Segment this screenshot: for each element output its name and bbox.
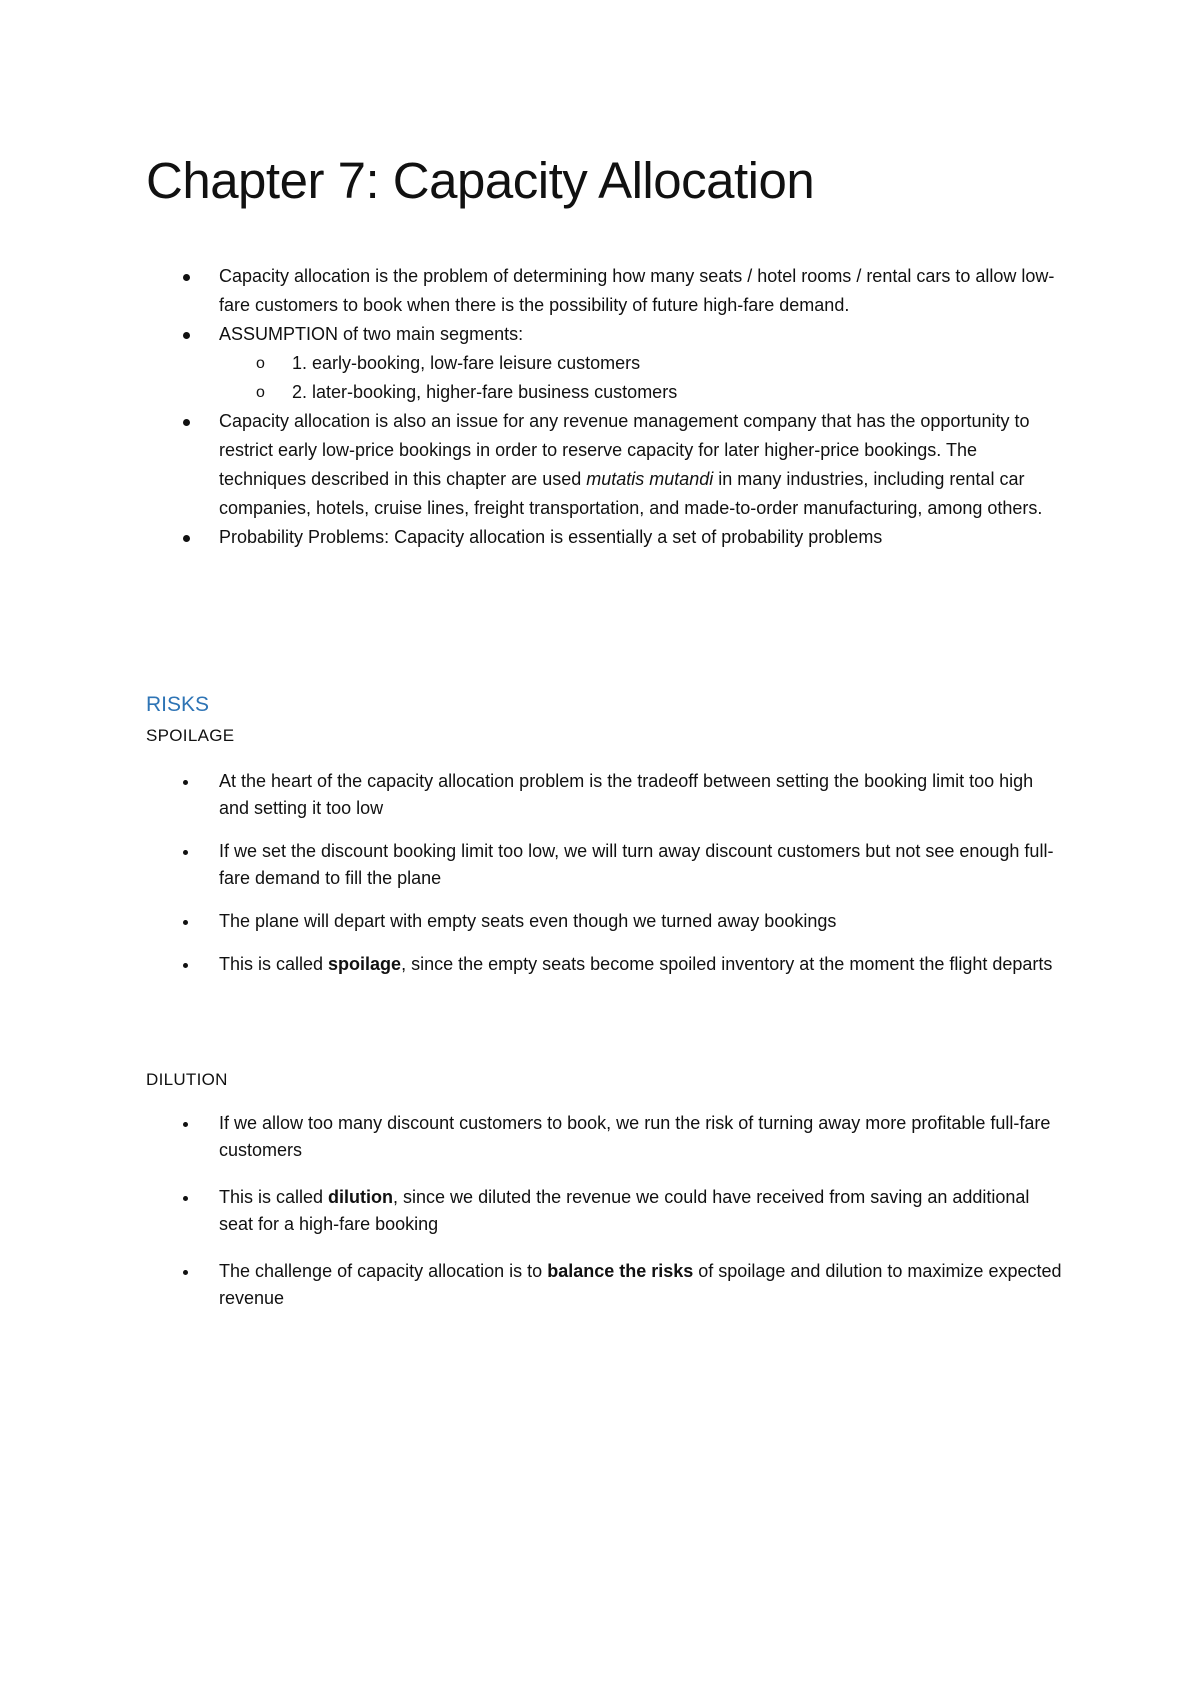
intro-item-text: Capacity allocation is the problem of determining how many seats / hotel rooms / rental cars to allow low-fare customers to book when there is the possibility of future high-fare demand.	[219, 266, 1055, 315]
dilution-bullet-list	[146, 1110, 1066, 1332]
small-bullet-icon	[183, 850, 188, 855]
small-bullet-icon	[183, 1270, 188, 1275]
small-bullet-icon	[183, 780, 188, 785]
segment-item	[146, 378, 1066, 407]
list-item-text: The plane will depart with empty seats even though we turned away bookings	[219, 911, 837, 931]
list-item-text: If we set the discount booking limit too low, we will turn away discount customers but not see enough full-fare demand to fill the plane	[219, 841, 1054, 888]
hollow-bullet-icon: o	[256, 384, 265, 401]
list-item-text: of spoilage and dilution to maximize expected revenue	[219, 1261, 1062, 1308]
intro-bullet-list	[146, 262, 1066, 552]
bullet-icon	[183, 332, 190, 339]
list-item	[146, 1258, 1066, 1312]
intro-item-definition	[146, 262, 1066, 320]
segment-item	[146, 349, 1066, 378]
list-item	[146, 908, 1066, 935]
list-item-text: At the heart of the capacity allocation problem is the tradeoff between setting the booking limit too high and setting it too low	[219, 771, 1034, 818]
list-item-text: , since we diluted the revenue we could have received from saving an additional seat for a high-fare booking	[219, 1187, 1030, 1234]
intro-item-industries	[146, 407, 1066, 523]
list-item	[146, 768, 1066, 822]
segment-sublist	[219, 349, 1066, 407]
bold-term: spoilage	[328, 954, 402, 974]
bullet-icon	[183, 535, 190, 542]
intro-item-assumption	[146, 320, 1066, 407]
intro-item-text: ASSUMPTION of two main segments:	[219, 324, 524, 344]
segment-item-text: 2. later-booking, higher-fare business customers	[292, 382, 678, 402]
intro-item-text: Capacity allocation is also an issue for any revenue management company that has the opportunity to restrict early low-price bookings in order to reserve capacity for later higher-price bookings. The techniques described in this chapter are used	[219, 411, 1030, 489]
intro-item-text: Probability Problems: Capacity allocation is essentially a set of probability problems	[219, 527, 883, 547]
bullet-icon	[183, 419, 190, 426]
list-item	[146, 1110, 1066, 1164]
list-item-text: The challenge of capacity allocation is to	[219, 1261, 548, 1281]
bullet-icon	[183, 274, 190, 281]
bold-term: dilution	[328, 1187, 394, 1207]
italic-term: mutatis mutandi	[586, 469, 714, 489]
intro-item-probability	[146, 523, 1066, 552]
intro-item-text: in many industries, including rental car companies, hotels, cruise lines, freight transportation, and made-to-order manufacturing, among others.	[219, 469, 1043, 518]
chapter-title: Chapter 7: Capacity Allocation	[146, 152, 815, 209]
hollow-bullet-icon: o	[256, 355, 265, 372]
list-item-text: , since the empty seats become spoiled inventory at the moment the flight departs	[401, 954, 1053, 974]
list-item-text: If we allow too many discount customers to book, we run the risk of turning away more profitable full-fare customers	[219, 1113, 1051, 1160]
dilution-heading: DILUTION	[146, 1070, 228, 1089]
list-item	[146, 951, 1066, 978]
small-bullet-icon	[183, 963, 188, 968]
bold-term: balance the risks	[547, 1261, 694, 1281]
list-item-text: This is called	[219, 1187, 329, 1207]
spoilage-bullet-list	[146, 768, 1066, 994]
segment-item-text: 1. early-booking, low-fare leisure customers	[292, 353, 641, 373]
risks-heading: RISKS	[146, 693, 210, 716]
small-bullet-icon	[183, 920, 188, 925]
list-item-text: This is called	[219, 954, 329, 974]
spoilage-heading: SPOILAGE	[146, 726, 235, 745]
small-bullet-icon	[183, 1122, 188, 1127]
list-item	[146, 1184, 1066, 1238]
small-bullet-icon	[183, 1196, 188, 1201]
list-item	[146, 838, 1066, 892]
